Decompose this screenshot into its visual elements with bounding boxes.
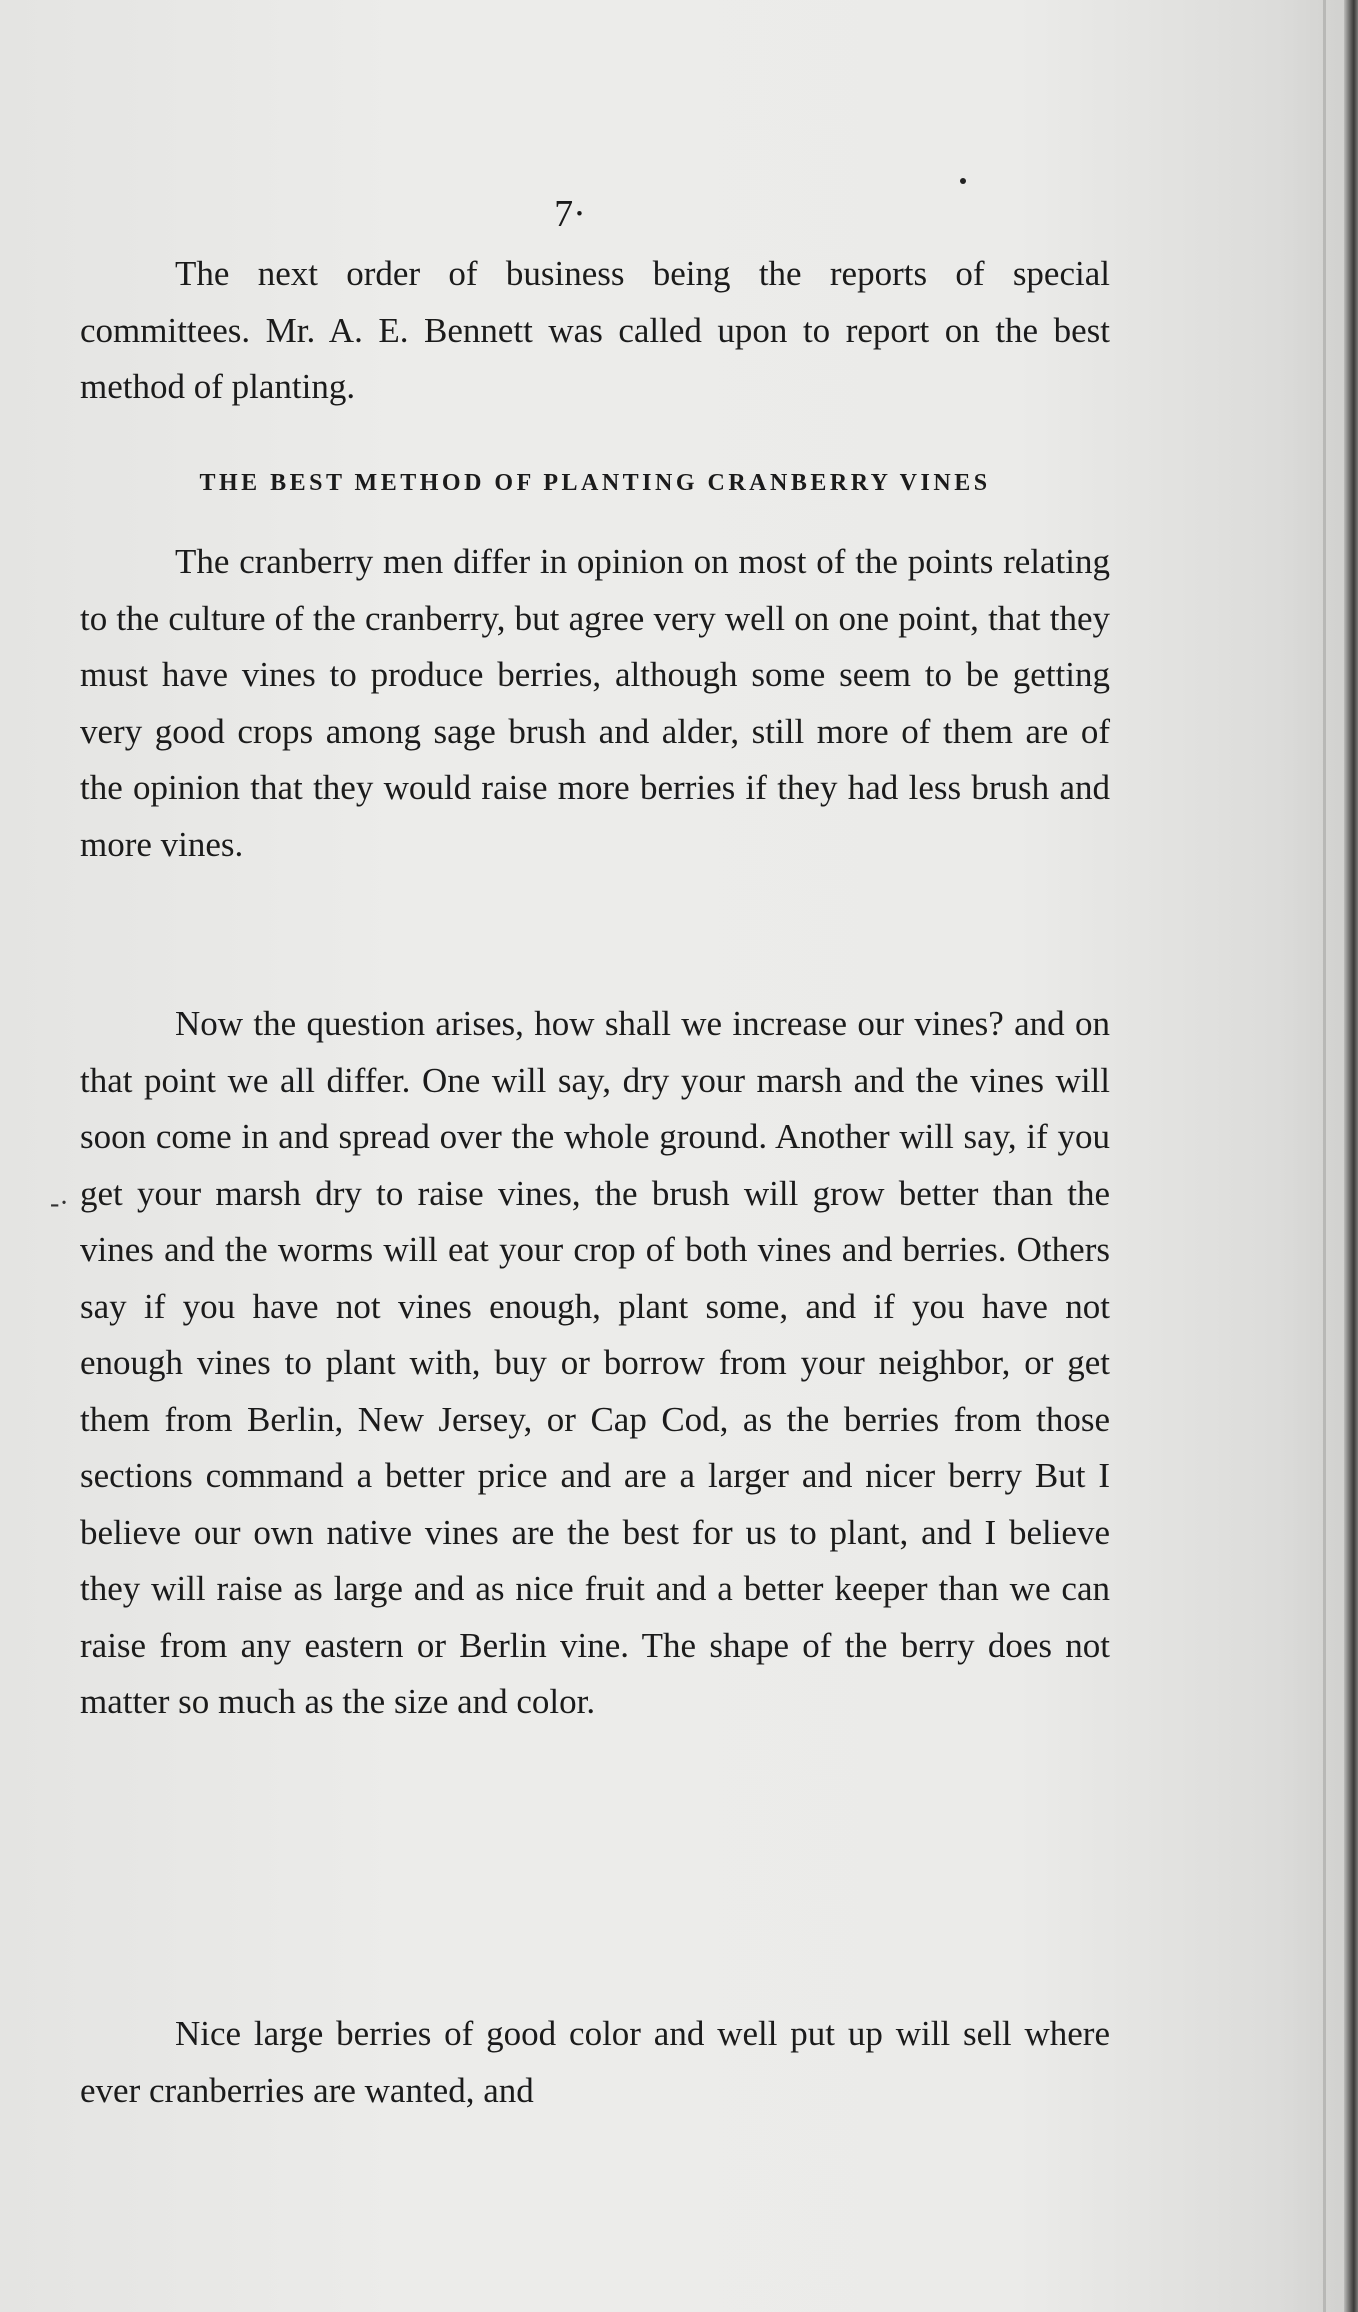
paragraph-text: The cranberry men differ in opinion on most of the points relating to the culture of the cranberry, but agree very well on one point, that they must have vines to produce berries, although some seem to be getting very good crops among sage brush and alder, still more of them are of the opinion that they would raise more berries if they had less brush and more vines. — [80, 542, 1110, 864]
page-number: 7· — [554, 193, 586, 235]
paragraph-text: The next order of business being the reports of special committees. Mr. A. E. Bennett was called upon to report on the best method of planting. — [80, 254, 1110, 406]
page-binding-edge — [1344, 0, 1358, 2312]
paragraph-large-berries — [80, 2006, 1110, 2119]
paragraph-vines-opinion — [80, 534, 1110, 873]
paragraph-text: Now the question arises, how shall we increase our vines? and on that point we all differ. One will say, dry your marsh and the vines will soon come in and spread over the whole ground. Another will say, if you get your marsh dry to raise vines, the brush will grow better than the vines and the worms will eat your crop of both vines and berries. Others say if you have not vines enough, plant some, and if you have not enough vines to plant with, buy or borrow from your neighbor, or get them from Berlin, New Jersey, or Cap Cod, as the berries from those sections command a better price and are a larger and nicer berry But I believe our own native vines are the best for us to plant, and I believe they will raise as large and as nice fruit and a better keeper than we can raise from any eastern or Berlin vine. The shape of the berry does not matter so much as the size and color. — [80, 1004, 1110, 1721]
ink-speck — [960, 178, 966, 184]
page-edge-shadow — [1323, 0, 1326, 2312]
paragraph-text: Nice large berries of good color and well put up will sell where ever cranberries are wanted, and — [80, 2014, 1110, 2110]
paragraph-committees — [80, 246, 1110, 416]
section-heading: THE BEST METHOD OF PLANTING CRANBERRY VINES — [199, 470, 991, 496]
margin-mark: -· — [50, 1188, 69, 1219]
paragraph-increase-vines — [80, 996, 1110, 1731]
